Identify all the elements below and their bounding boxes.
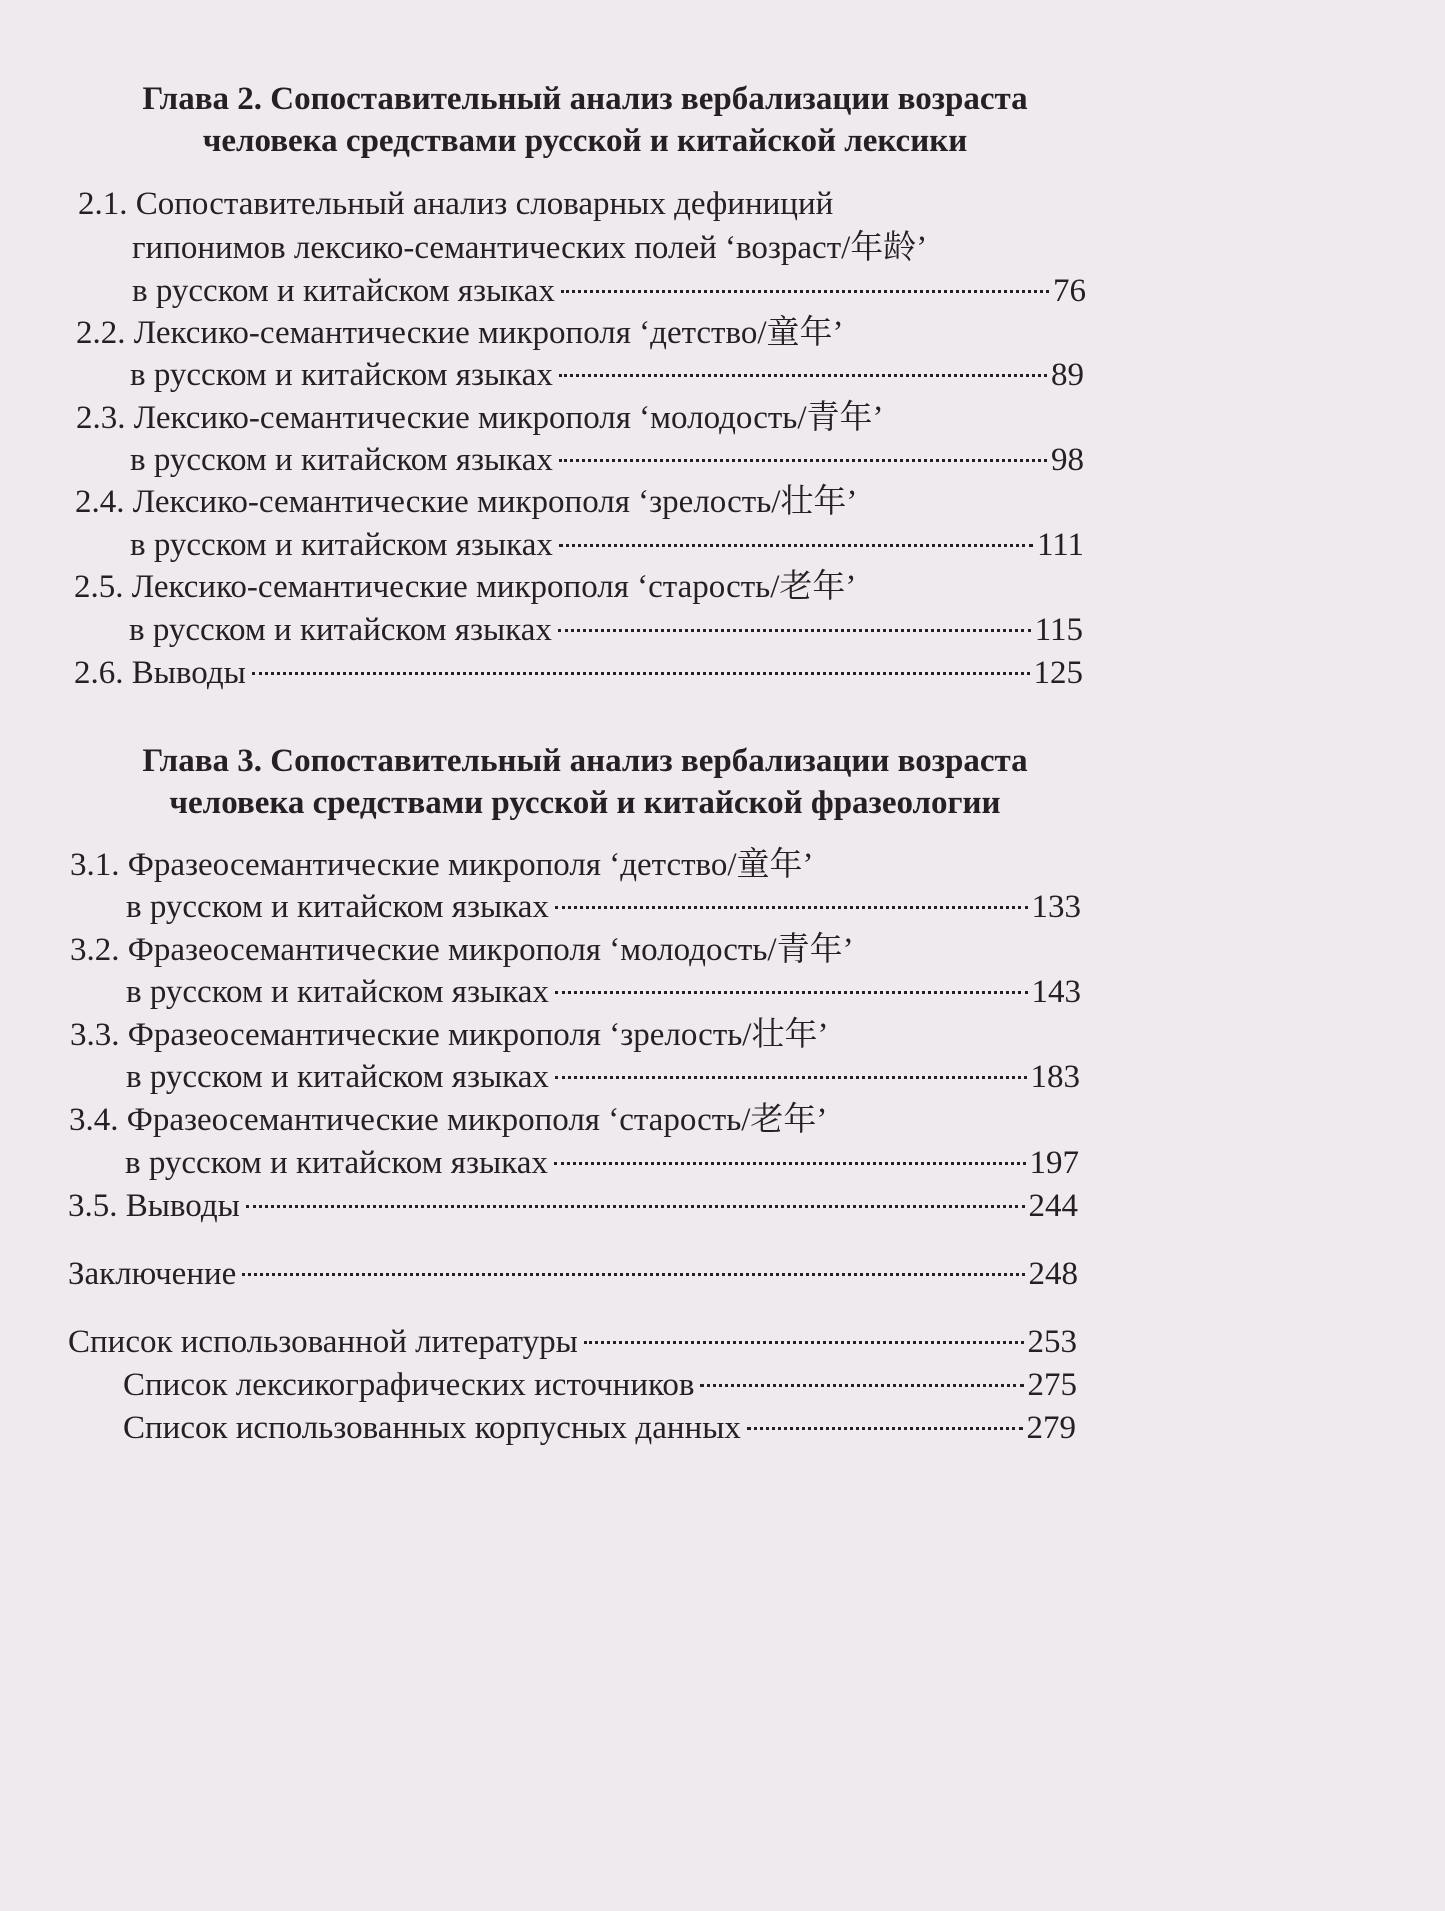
- toc-entry-label: в русском и китайском языках: [132, 273, 555, 309]
- dot-leader: [561, 290, 1049, 293]
- toc-entry-label: Список использованных корпусных данных: [123, 1410, 741, 1446]
- chapter-3-title-line-1: Глава 3. Сопоставительный анализ вербализации возраста: [142, 743, 1028, 779]
- toc-page-number: 98: [1051, 442, 1084, 478]
- toc-entry-label: Заключение: [68, 1256, 237, 1292]
- dot-leader: [558, 629, 1031, 632]
- toc-entry-2-1[interactable]: [132, 270, 1086, 312]
- dot-leader: [559, 459, 1047, 462]
- toc-entry-2-6[interactable]: [74, 652, 1083, 694]
- toc-entry-2-4[interactable]: [130, 524, 1084, 566]
- toc-entry-label: в русском и китайском языках: [126, 889, 549, 925]
- toc-entry-label: 3.5. Выводы: [68, 1188, 240, 1224]
- toc-entry-2-3-line-1: 2.3. Лексико-семантические микрополя ‘молодость/青年’: [76, 400, 884, 436]
- toc-entry-3-5[interactable]: [68, 1185, 1078, 1227]
- toc-page-number: 115: [1034, 612, 1083, 648]
- dot-leader: [554, 1162, 1026, 1165]
- toc-entry-3-1-line-1: 3.1. Фразеосемантические микрополя ‘детство/童年’: [70, 847, 814, 883]
- toc-entry-3-2-line-1: 3.2. Фразеосемантические микрополя ‘молодость/青年’: [70, 932, 854, 968]
- toc-entry-2-2[interactable]: [130, 354, 1084, 396]
- chapter-3-title-line-2: человека средствами русской и китайской фразеологии: [169, 785, 1001, 821]
- dot-leader: [700, 1384, 1023, 1387]
- toc-entry-label: Список лексикографических источников: [123, 1367, 695, 1403]
- toc-entry-2-1-line-2: гипонимов лексико-семантических полей ‘возраст/年龄’: [132, 230, 928, 266]
- toc-entry-3-2[interactable]: [126, 971, 1081, 1013]
- toc-entry-label: в русском и китайском языках: [126, 1059, 549, 1095]
- toc-entry-2-3[interactable]: [130, 439, 1084, 481]
- dot-leader: [747, 1427, 1023, 1430]
- toc-entry-2-5[interactable]: [129, 609, 1083, 651]
- toc-page-number: 76: [1053, 273, 1086, 309]
- toc-page-number: 125: [1033, 655, 1083, 691]
- toc-page-number: 197: [1029, 1145, 1079, 1181]
- dot-leader: [559, 374, 1047, 377]
- toc-entry-3-4-line-1: 3.4. Фразеосемантические микрополя ‘старость/老年’: [69, 1102, 828, 1138]
- dot-leader: [559, 544, 1033, 547]
- toc-entry-2-4-line-1: 2.4. Лексико-семантические микрополя ‘зрелость/壮年’: [75, 484, 858, 520]
- toc-entry-label: в русском и китайском языках: [129, 612, 552, 648]
- toc-entry-3-3-line-1: 3.3. Фразеосемантические микрополя ‘зрелость/壮年’: [70, 1017, 829, 1053]
- toc-entry-3-4[interactable]: [125, 1142, 1079, 1184]
- toc-entry-label: в русском и китайском языках: [125, 1145, 548, 1181]
- toc-entry-conclusion[interactable]: [68, 1253, 1078, 1295]
- toc-entry-corpus-data[interactable]: [123, 1407, 1076, 1449]
- dot-leader: [555, 991, 1028, 994]
- toc-entry-2-2-line-1: 2.2. Лексико-семантические микрополя ‘детство/童年’: [76, 315, 844, 351]
- toc-entry-label: 2.6. Выводы: [74, 655, 246, 691]
- chapter-3-heading: [60, 740, 1110, 824]
- chapter-2-title-line-2: человека средствами русской и китайской лексики: [202, 123, 968, 159]
- toc-entry-3-3[interactable]: [126, 1056, 1080, 1098]
- toc-entry-2-1-line-1: 2.1. Сопоставительный анализ словарных дефиниций: [78, 186, 834, 222]
- toc-page-number: 244: [1028, 1188, 1078, 1224]
- toc-entry-label: в русском и китайском языках: [130, 357, 553, 393]
- toc-page-number: 183: [1030, 1059, 1080, 1095]
- toc-entry-references[interactable]: [68, 1321, 1077, 1363]
- dot-leader: [584, 1341, 1024, 1344]
- dot-leader: [252, 672, 1030, 675]
- toc-page-number: 111: [1036, 527, 1084, 563]
- dot-leader: [246, 1205, 1025, 1208]
- toc-entry-label: в русском и китайском языках: [130, 442, 553, 478]
- dot-leader: [555, 1076, 1027, 1079]
- dot-leader: [242, 1273, 1024, 1276]
- toc-page-number: 248: [1028, 1256, 1078, 1292]
- toc-page-number: 279: [1026, 1410, 1076, 1446]
- toc-entry-label: Список использованной литературы: [68, 1324, 578, 1360]
- toc-entry-label: в русском и китайском языках: [126, 974, 549, 1010]
- chapter-2-title-line-1: Глава 2. Сопоставительный анализ вербализации возраста: [142, 81, 1028, 117]
- toc-page-number: 143: [1031, 974, 1081, 1010]
- toc-page-number: 89: [1051, 357, 1084, 393]
- dot-leader: [555, 906, 1028, 909]
- chapter-2-heading: [60, 78, 1110, 162]
- toc-page-number: 253: [1027, 1324, 1077, 1360]
- toc-entry-3-1[interactable]: [126, 886, 1081, 928]
- toc-page-number: 275: [1027, 1367, 1077, 1403]
- toc-entry-label: в русском и китайском языках: [130, 527, 553, 563]
- toc-page-number: 133: [1031, 889, 1081, 925]
- toc-entry-lexicographic-sources[interactable]: [123, 1364, 1077, 1406]
- toc-entry-2-5-line-1: 2.5. Лексико-семантические микрополя ‘старость/老年’: [74, 569, 857, 605]
